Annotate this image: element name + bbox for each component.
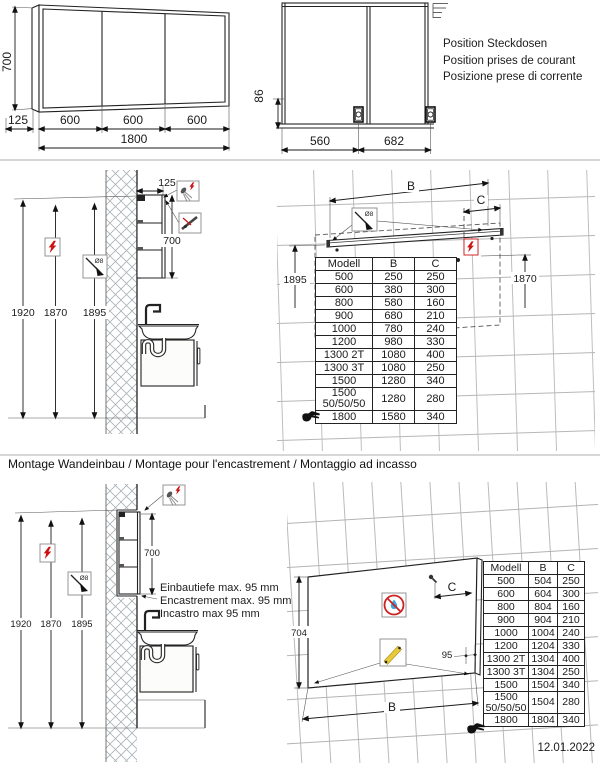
electric-warning-icon — [45, 238, 60, 256]
front-door-width-1-label: 600 — [59, 113, 81, 127]
front-side-depth-label: 125 — [7, 113, 29, 127]
table-header-b: B — [373, 258, 415, 271]
model-cell: 500 — [316, 271, 373, 284]
b-cell: 604 — [529, 588, 558, 601]
cabinet-front-face — [39, 5, 229, 112]
rear-socket-height-label: 86 — [252, 89, 266, 103]
c-cell: 210 — [415, 310, 457, 323]
table-header-row — [484, 562, 585, 575]
table-row — [316, 349, 457, 362]
electric-warning-icon — [40, 544, 55, 562]
b-cell: 1080 — [373, 362, 415, 375]
recessed-section-heading: Montage Wandeinbau / Montage pour l'encastrement / Montaggio ad incasso — [8, 457, 417, 471]
table-row — [316, 375, 457, 388]
height-1895-label: 1895 — [283, 274, 307, 286]
b-cell: 1804 — [529, 714, 558, 727]
table-header-c: C — [558, 562, 585, 575]
recessed-side-drawing — [0, 480, 290, 767]
height-1870-label: 1870 — [513, 273, 537, 285]
c-cell: 330 — [415, 336, 457, 349]
pointer-hand-icon — [466, 721, 486, 734]
note-line-it: Posizione prese di corrente — [443, 71, 583, 83]
surface-side-drawing — [0, 168, 275, 455]
c-cell: 300 — [558, 588, 585, 601]
shower-spray-warning-icon — [177, 181, 199, 202]
section-separator — [0, 159, 600, 161]
model-cell: 1300 2T — [316, 349, 373, 362]
cabinet-side-section — [119, 512, 140, 594]
model-cell: 800 — [316, 297, 373, 310]
c-cell: 280 — [558, 692, 585, 714]
dim-b-label: B — [406, 179, 416, 193]
height-1870-label: 1870 — [40, 619, 62, 630]
table-row — [316, 336, 457, 349]
b-cell: 1304 — [529, 666, 558, 679]
b-cell: 804 — [529, 601, 558, 614]
note-line-de: Position Steckdosen — [443, 38, 548, 50]
c-cell: 300 — [415, 284, 457, 297]
c-cell: 250 — [415, 362, 457, 375]
niche-height-label: 704 — [291, 628, 307, 639]
height-1870-label: 1870 — [43, 307, 68, 319]
table-row — [484, 614, 585, 627]
model-cell: 1300 2T — [484, 653, 529, 666]
model-cell: 1800 — [316, 411, 373, 424]
power-socket-icon — [426, 107, 435, 122]
table-row — [484, 666, 585, 679]
c-cell: 340 — [415, 375, 457, 388]
c-cell: 400 — [415, 349, 457, 362]
height-1920-label: 1920 — [11, 307, 35, 319]
recessed-dim-table — [483, 561, 585, 727]
model-cell: 600 — [316, 284, 373, 297]
note-line-fr: Position prises de courant — [443, 54, 576, 67]
b-cell: 1004 — [529, 627, 558, 640]
table-header-b: B — [529, 562, 558, 575]
depth-note-line-it: Incastro max 95 mm — [160, 608, 260, 620]
table-header-c: C — [415, 258, 457, 271]
table-row — [316, 284, 457, 297]
surface-dim-table — [315, 257, 457, 424]
b-cell: 504 — [529, 575, 558, 588]
b-cell: 1280 — [373, 375, 415, 388]
b-cell: 1580 — [373, 411, 415, 424]
b-cell: 680 — [373, 310, 415, 323]
drill-diameter-icon — [68, 572, 91, 595]
c-cell: 210 — [558, 614, 585, 627]
table-row — [484, 601, 585, 614]
model-cell: 1500 50/50/50 — [316, 388, 373, 411]
table-row — [484, 575, 585, 588]
model-cell: 1000 — [484, 627, 529, 640]
depth-note-line-de: Einbautiefe max. 95 mm — [160, 582, 279, 594]
table-row — [484, 588, 585, 601]
model-cell: 900 — [484, 614, 529, 627]
sink-vanity-drawing — [138, 305, 200, 386]
front-height-label: 700 — [0, 51, 14, 73]
table-row — [484, 640, 585, 653]
table-row — [316, 362, 457, 375]
wall-hatch — [106, 170, 137, 434]
table-row — [316, 297, 457, 310]
depth-note-line-fr: Encastrement max. 95 mm — [160, 595, 292, 607]
table-row — [316, 388, 457, 411]
drill-diameter-icon — [352, 208, 377, 231]
wall-niche — [308, 558, 482, 688]
b-cell: 904 — [529, 614, 558, 627]
b-cell: 580 — [373, 297, 415, 310]
c-cell: 340 — [558, 714, 585, 727]
dim-c-label: C — [476, 193, 486, 207]
drill-diameter-icon — [83, 255, 107, 278]
section-separator — [0, 454, 600, 456]
model-cell: 500 — [484, 575, 529, 588]
c-cell: 400 — [558, 653, 585, 666]
c-cell: 160 — [558, 601, 585, 614]
rear-view-drawing — [250, 0, 450, 160]
rear-socket-spacing-label: 682 — [383, 134, 405, 148]
sink-vanity-drawing — [137, 611, 199, 692]
cabinet-rear-body — [282, 3, 428, 124]
table-header-model: Modell — [316, 258, 373, 271]
socket-position-note — [443, 36, 599, 86]
surface-cabinet-height-label: 700 — [163, 235, 181, 247]
front-door-width-3-label: 600 — [186, 113, 208, 127]
cabinet-side-panel — [32, 5, 39, 112]
hidden-cable-warning-icon — [179, 213, 201, 233]
b-cell: 980 — [373, 336, 415, 349]
c-cell: 250 — [415, 271, 457, 284]
b-cell: 780 — [373, 323, 415, 336]
drill-dia-label: Ø8 — [79, 575, 89, 582]
model-cell: 1500 — [316, 375, 373, 388]
shower-spray-warning-icon — [163, 485, 185, 506]
table-row — [484, 714, 585, 727]
spirit-level-icon — [380, 639, 406, 666]
power-socket-icon — [354, 107, 363, 122]
table-header-model: Modell — [484, 562, 529, 575]
b-cell: 1304 — [529, 653, 558, 666]
model-cell: 1500 — [484, 679, 529, 692]
model-cell: 600 — [484, 588, 529, 601]
b-cell: 1080 — [373, 349, 415, 362]
niche-dim-c-label: C — [447, 580, 457, 594]
surface-depth-label: 125 — [158, 177, 176, 189]
c-cell: 250 — [558, 575, 585, 588]
b-cell: 1280 — [373, 388, 415, 411]
date-label: 12.01.2022 — [537, 742, 595, 754]
no-water-warning-icon — [382, 593, 406, 617]
drill-dia-label: Ø8 — [94, 258, 104, 265]
rear-socket-left-label: 560 — [309, 134, 331, 148]
model-cell: 1300 3T — [484, 666, 529, 679]
height-1895-label: 1895 — [71, 619, 93, 630]
table-row — [484, 653, 585, 666]
niche-depth-label: 95 — [441, 650, 453, 661]
table-row — [484, 679, 585, 692]
drill-dia-label: Ø8 — [364, 211, 374, 218]
mounting-rail-bracket-detail — [433, 4, 448, 18]
model-cell: 1000 — [316, 323, 373, 336]
c-cell: 240 — [415, 323, 457, 336]
model-cell: 1500 50/50/50 — [484, 692, 529, 714]
c-cell: 280 — [415, 388, 457, 411]
niche-dim-b-label: B — [387, 700, 397, 714]
table-row — [316, 271, 457, 284]
b-cell: 1504 — [529, 692, 558, 714]
b-cell: 1504 — [529, 679, 558, 692]
table-row — [484, 627, 585, 640]
height-1920-label: 1920 — [10, 619, 32, 630]
c-cell: 160 — [415, 297, 457, 310]
model-cell: 1300 3T — [316, 362, 373, 375]
b-cell: 380 — [373, 284, 415, 297]
b-cell: 1204 — [529, 640, 558, 653]
c-cell: 340 — [415, 411, 457, 424]
b-cell: 250 — [373, 271, 415, 284]
table-header-row — [316, 258, 457, 271]
recess-depth-note — [160, 582, 300, 621]
c-cell: 240 — [558, 627, 585, 640]
front-total-width-label: 1800 — [120, 132, 148, 146]
model-cell: 900 — [316, 310, 373, 323]
model-cell: 800 — [484, 601, 529, 614]
c-cell: 250 — [558, 666, 585, 679]
recessed-cabinet-height-label: 700 — [144, 548, 160, 559]
c-cell: 330 — [558, 640, 585, 653]
table-row — [316, 310, 457, 323]
table-row — [316, 323, 457, 336]
front-door-width-2-label: 600 — [122, 113, 144, 127]
table-row — [484, 692, 585, 714]
front-view-drawing — [2, 2, 242, 158]
c-cell: 340 — [558, 679, 585, 692]
model-cell: 1800 — [484, 714, 529, 727]
pointer-hand-icon — [301, 409, 321, 422]
model-cell: 1200 — [316, 336, 373, 349]
height-1895-label: 1895 — [82, 307, 107, 319]
table-row — [316, 411, 457, 424]
model-cell: 1200 — [484, 640, 529, 653]
